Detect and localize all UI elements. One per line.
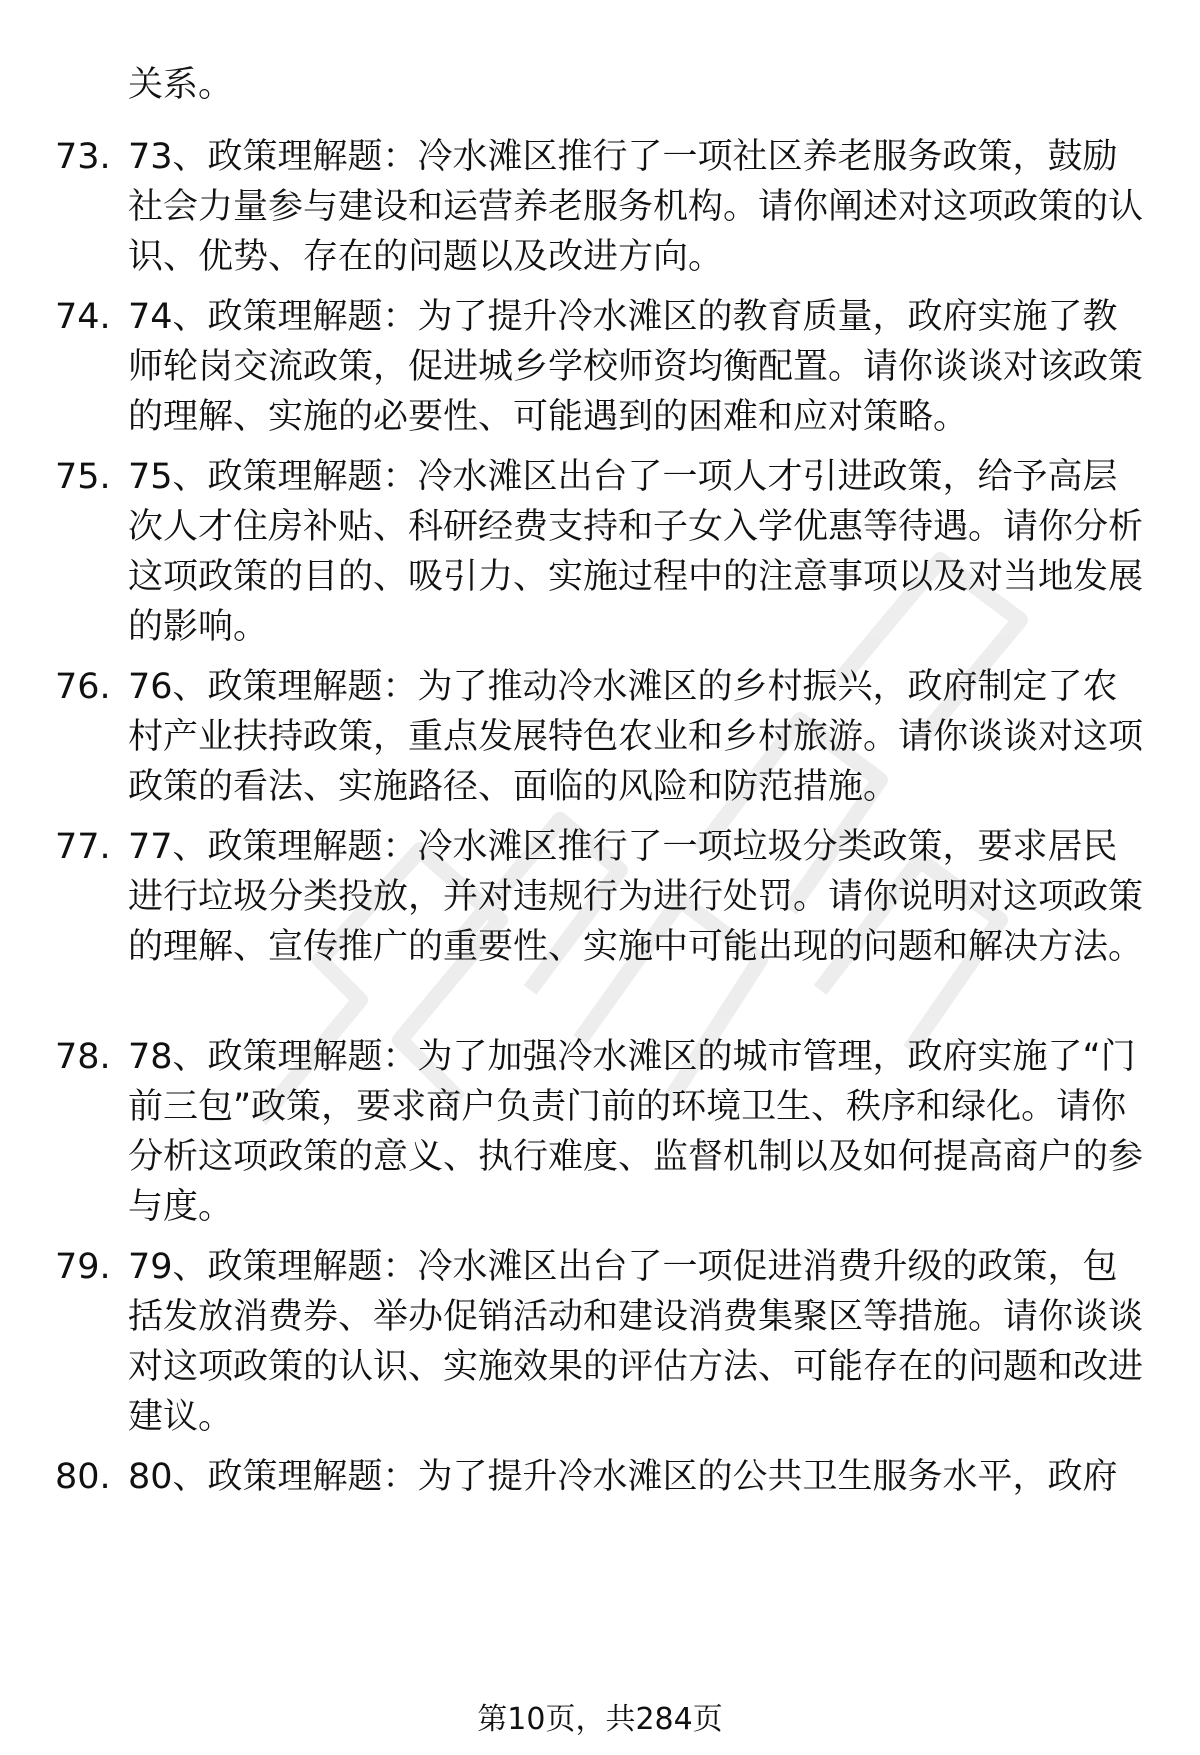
question-text: 75、政策理解题：冷水滩区出台了一项人才引进政策，给予高层次人才住房补贴、科研经费支持和子女入学优惠等待遇。请你分析这项政策的目的、吸引力、实施过程中的注意事项以及对当地发展的影响。 <box>128 457 1144 647</box>
question-number: 80. <box>55 1457 111 1497</box>
question-text: 77、政策理解题：冷水滩区推行了一项垃圾分类政策，要求居民进行垃圾分类投放，并对违规行为进行处罚。请你说明对这项政策的理解、宣传推广的重要性、实施中可能出现的问题和解决方法。 <box>128 827 1144 967</box>
question-text: 78、政策理解题：为了加强冷水滩区的城市管理，政府实施了“门前三包”政策，要求商户负责门前的环境卫生、秩序和绿化。请你分析这项政策的意义、执行难度、监督机制以及如何提高商户的参与度。 <box>128 1037 1144 1227</box>
continuation-text: 关系。 <box>128 65 234 105</box>
question-number: 73. <box>55 137 111 177</box>
question-text: 73、政策理解题：冷水滩区推行了一项社区养老服务政策，鼓励社会力量参与建设和运营养老服务机构。请你阐述对这项政策的认识、优势、存在的问题以及改进方向。 <box>128 137 1144 277</box>
question-text: 79、政策理解题：冷水滩区出台了一项促进消费升级的政策，包括发放消费券、举办促销活动和建设消费集聚区等措施。请你谈谈对这项政策的认识、实施效果的评估方法、可能存在的问题和改进建议。 <box>128 1247 1144 1437</box>
question-number: 79. <box>55 1247 111 1287</box>
question-number: 75. <box>55 457 111 497</box>
question-text: 80、政策理解题：为了提升冷水滩区的公共卫生服务水平，政府 <box>128 1457 1118 1497</box>
question-number: 76. <box>55 667 111 707</box>
question-text: 76、政策理解题：为了推动冷水滩区的乡村振兴，政府制定了农村产业扶持政策，重点发展特色农业和乡村旅游。请你谈谈对这项政策的看法、实施路径、面临的风险和防范措施。 <box>128 667 1144 807</box>
page-footer: 第10页，共284页 <box>477 1702 723 1737</box>
question-number: 78. <box>55 1037 111 1077</box>
question-number: 74. <box>55 297 111 337</box>
question-text: 74、政策理解题：为了提升冷水滩区的教育质量，政府实施了教师轮岗交流政策，促进城乡学校师资均衡配置。请你谈谈对该政策的理解、实施的必要性、可能遇到的困难和应对策略。 <box>128 297 1144 437</box>
question-number: 77. <box>55 827 111 867</box>
